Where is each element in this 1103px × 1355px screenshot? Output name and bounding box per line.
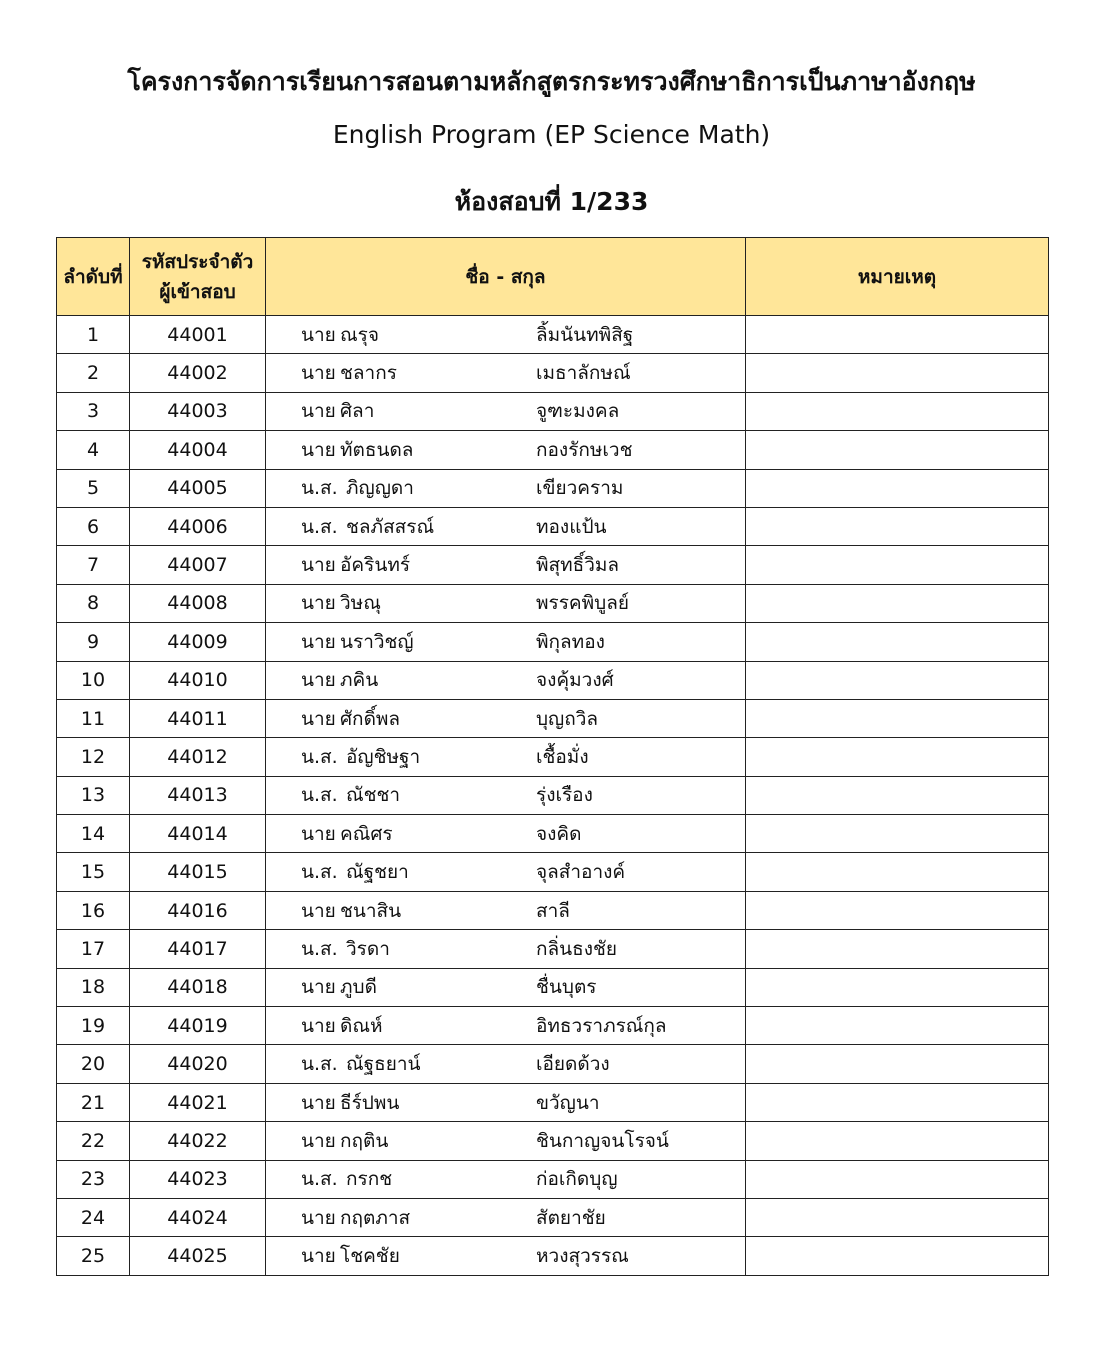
first-name: ณัฐธยาน์ [346,1053,421,1076]
remark-cell [746,699,1049,737]
row-number: 20 [57,1045,130,1083]
last-name: ชื่นบุตร [536,976,597,999]
table-row [57,316,1049,354]
remark-cell [746,546,1049,584]
candidate-id: 44021 [130,1083,266,1121]
remark-cell [746,316,1049,354]
first-name: ณรุจ [340,323,379,346]
row-number: 14 [57,815,130,853]
table-row [57,469,1049,507]
last-name: หวงสุวรรณ [536,1245,629,1268]
candidate-id: 44022 [130,1122,266,1160]
row-number: 25 [57,1237,130,1275]
last-name: ก่อเกิดบุญ [536,1168,618,1191]
candidate-name-cell [266,469,746,507]
candidate-name-cell [266,354,746,392]
name-prefix: น.ส. [301,1168,338,1191]
candidate-id: 44009 [130,623,266,661]
last-name: ขวัญนา [536,1091,600,1114]
name-prefix: นาย [301,362,336,385]
table-header [57,238,1049,316]
table-row [57,815,1049,853]
last-name: เชื้อมั่ง [536,745,589,768]
remark-cell [746,392,1049,430]
name-prefix: น.ส. [301,937,338,960]
table-row [57,507,1049,545]
candidate-id: 44025 [130,1237,266,1275]
table-row [57,853,1049,891]
row-number: 24 [57,1198,130,1236]
row-number: 11 [57,699,130,737]
remark-cell [746,1198,1049,1236]
candidate-id: 44010 [130,661,266,699]
last-name: ลิ้มนันทพิสิฐ [536,323,634,346]
candidate-name-cell [266,738,746,776]
first-name: ศักดิ์พล [340,707,401,730]
table-row [57,891,1049,929]
last-name: เอียดด้วง [536,1053,610,1076]
candidate-id: 44016 [130,891,266,929]
last-name: เมธาลักษณ์ [536,362,631,385]
remark-cell [746,1122,1049,1160]
first-name: ณัฐชยา [346,861,409,884]
row-number: 18 [57,968,130,1006]
table-row [57,968,1049,1006]
column-header-remark: หมายเหตุ [746,238,1049,316]
first-name: นราวิชญ์ [340,630,414,653]
row-number: 7 [57,546,130,584]
candidate-name-cell [266,546,746,584]
first-name: กฤตภาส [340,1206,411,1229]
first-name: โชคชัย [340,1245,400,1268]
candidate-id: 44005 [130,469,266,507]
table-row [57,1083,1049,1121]
remark-cell [746,968,1049,1006]
row-number: 19 [57,1007,130,1045]
row-number: 17 [57,930,130,968]
candidate-name-cell [266,815,746,853]
table-row [57,392,1049,430]
first-name: อัญชิษฐา [346,745,421,768]
candidate-name-cell [266,661,746,699]
first-name: กรกช [346,1168,393,1191]
name-prefix: นาย [301,438,336,461]
first-name: คณิศร [340,822,393,845]
last-name: พรรคพิบูลย์ [536,592,630,615]
candidate-id: 44014 [130,815,266,853]
name-prefix: นาย [301,1014,336,1037]
candidate-name-cell [266,699,746,737]
candidate-name-cell [266,507,746,545]
last-name: กองรักษเวช [536,438,633,461]
name-prefix: นาย [301,400,336,423]
row-number: 5 [57,469,130,507]
exam-room-title: ห้องสอบที่ 1/233 [454,187,649,216]
candidate-id: 44003 [130,392,266,430]
candidate-id: 44020 [130,1045,266,1083]
row-number: 8 [57,584,130,622]
table-row [57,1160,1049,1198]
remark-cell [746,661,1049,699]
column-header-name: ชื่อ - สกุล [266,238,746,316]
table-row [57,431,1049,469]
candidate-name-cell [266,930,746,968]
remark-cell [746,930,1049,968]
candidate-name-cell [266,392,746,430]
candidate-id: 44008 [130,584,266,622]
candidate-name-cell [266,316,746,354]
first-name: ธีร์ปพน [340,1091,400,1114]
column-header-id-line2: ผู้เข้าสอบ [159,280,236,303]
candidate-name-cell [266,1122,746,1160]
last-name: กลิ่นธงชัย [536,937,618,960]
row-number: 23 [57,1160,130,1198]
last-name: พิสุทธิ์วิมล [536,554,620,577]
exam-roster-table [56,237,1049,1276]
name-prefix: นาย [301,669,336,692]
table-row [57,1198,1049,1236]
name-prefix: นาย [301,1245,336,1268]
table-row [57,546,1049,584]
row-number: 1 [57,316,130,354]
first-name: ณัชชา [346,784,401,807]
candidate-id: 44015 [130,853,266,891]
remark-cell [746,738,1049,776]
first-name: อัครินทร์ [340,554,411,577]
name-prefix: นาย [301,630,336,653]
first-name: ดิณห์ [340,1014,383,1037]
remark-cell [746,1045,1049,1083]
remark-cell [746,584,1049,622]
row-number: 3 [57,392,130,430]
candidate-name-cell [266,623,746,661]
table-row [57,623,1049,661]
candidate-id: 44023 [130,1160,266,1198]
candidate-name-cell [266,776,746,814]
remark-cell [746,853,1049,891]
remark-cell [746,623,1049,661]
first-name: ทัตธนดล [340,438,414,461]
candidate-name-cell [266,1007,746,1045]
last-name: ทองแป้น [536,515,607,538]
table-row [57,661,1049,699]
row-number: 9 [57,623,130,661]
name-prefix: นาย [301,976,336,999]
candidate-id: 44019 [130,1007,266,1045]
last-name: จูฑะมงคล [536,400,620,423]
first-name: ชลภัสสรณ์ [346,515,435,538]
name-prefix: นาย [301,323,336,346]
table-row [57,1122,1049,1160]
candidate-name-cell [266,1083,746,1121]
first-name: กฤติน [340,1129,389,1152]
last-name: จงคิด [536,822,582,845]
name-prefix: น.ส. [301,784,338,807]
column-header-id-line1: รหัสประจำตัว [141,250,254,273]
table-row [57,776,1049,814]
row-number: 13 [57,776,130,814]
last-name: พิกุลทอง [536,630,605,653]
candidate-id: 44012 [130,738,266,776]
candidate-name-cell [266,1045,746,1083]
row-number: 21 [57,1083,130,1121]
first-name: วิรดา [346,937,390,960]
remark-cell [746,815,1049,853]
candidate-name-cell [266,853,746,891]
row-number: 16 [57,891,130,929]
first-name: ภูบดี [340,976,377,999]
candidate-name-cell [266,584,746,622]
name-prefix: น.ส. [301,745,338,768]
row-number: 2 [57,354,130,392]
name-prefix: นาย [301,554,336,577]
remark-cell [746,354,1049,392]
table-row [57,1045,1049,1083]
first-name: วิษณุ [340,592,381,615]
name-prefix: น.ส. [301,861,338,884]
last-name: ชินกาญจนโรจน์ [536,1129,669,1152]
program-title-thai: โครงการจัดการเรียนการสอนตามหลักสูตรกระทรวงศึกษาธิการเป็นภาษาอังกฤษ [127,67,976,96]
name-prefix: นาย [301,1091,336,1114]
table-body [57,316,1049,1276]
remark-cell [746,776,1049,814]
candidate-id: 44002 [130,354,266,392]
candidate-id: 44018 [130,968,266,1006]
name-prefix: น.ส. [301,515,338,538]
table-row [57,1007,1049,1045]
candidate-name-cell [266,1160,746,1198]
header-row [57,238,1049,316]
last-name: สัตยาชัย [536,1206,606,1229]
row-number: 6 [57,507,130,545]
name-prefix: นาย [301,899,336,922]
first-name: ชลากร [340,362,397,385]
candidate-name-cell [266,968,746,1006]
remark-cell [746,507,1049,545]
program-title-english: English Program (EP Science Math) [332,120,771,149]
name-prefix: น.ส. [301,477,338,500]
last-name: จุลสำอางค์ [536,861,626,884]
table-row [57,699,1049,737]
candidate-id: 44006 [130,507,266,545]
first-name: ภิญญดา [346,477,414,500]
first-name: ภคิน [340,669,379,692]
remark-cell [746,1160,1049,1198]
remark-cell [746,1237,1049,1275]
candidate-id: 44013 [130,776,266,814]
row-number: 4 [57,431,130,469]
table-row [57,930,1049,968]
table-row [57,738,1049,776]
remark-cell [746,431,1049,469]
candidate-id: 44024 [130,1198,266,1236]
name-prefix: น.ส. [301,1053,338,1076]
first-name: ชนาสิน [340,899,402,922]
name-prefix: นาย [301,1129,336,1152]
candidate-name-cell [266,1198,746,1236]
row-number: 12 [57,738,130,776]
candidate-name-cell [266,1237,746,1275]
last-name: สาลี [536,899,570,922]
row-number: 15 [57,853,130,891]
last-name: อิทธวราภรณ์กุล [536,1014,667,1037]
last-name: เขียวคราม [536,477,624,500]
last-name: รุ่งเรือง [536,784,593,807]
row-number: 10 [57,661,130,699]
name-prefix: นาย [301,1206,336,1229]
name-prefix: นาย [301,707,336,730]
candidate-id: 44007 [130,546,266,584]
name-prefix: นาย [301,822,336,845]
remark-cell [746,469,1049,507]
candidate-id: 44004 [130,431,266,469]
candidate-id: 44011 [130,699,266,737]
last-name: บุญถวิล [536,707,599,730]
candidate-id: 44017 [130,930,266,968]
column-header-no: ลำดับที่ [57,238,130,316]
remark-cell [746,891,1049,929]
remark-cell [746,1083,1049,1121]
name-prefix: นาย [301,592,336,615]
last-name: จงคุ้มวงศ์ [536,669,614,692]
first-name: ศิลา [340,400,375,423]
candidate-name-cell [266,891,746,929]
candidate-id: 44001 [130,316,266,354]
candidate-name-cell [266,431,746,469]
table-row [57,1237,1049,1275]
table-row [57,354,1049,392]
table-row [57,584,1049,622]
remark-cell [746,1007,1049,1045]
column-header-id [130,238,266,316]
row-number: 22 [57,1122,130,1160]
